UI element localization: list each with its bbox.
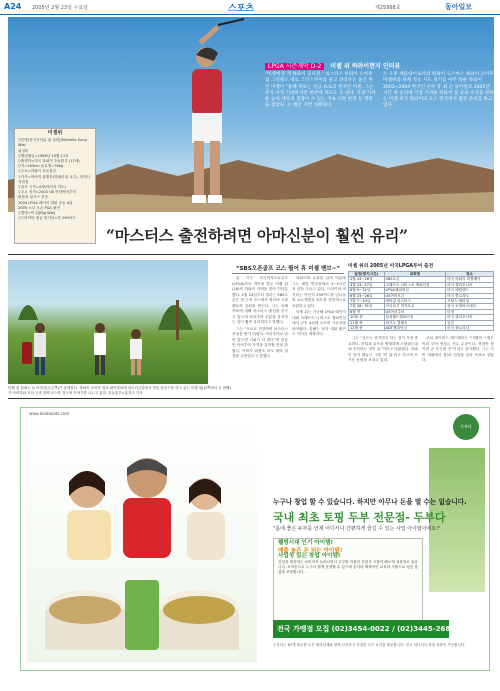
profile-line: ▽드라이버 평균 비거리=약 290야드 (18, 216, 76, 221)
cell: 에비앙 마스터스 (384, 299, 446, 304)
profile-line: ▽골프 시작=4세(아버지 지도) (18, 185, 66, 190)
ad-tagline: 누구나 창업 할 수 있습니다. 하지만 아무나 돈을 벌 수는 없습니다. (273, 498, 467, 506)
profile-heading: 미셸위 (47, 130, 63, 136)
article-column-2 (292, 276, 346, 394)
person-right (130, 329, 142, 375)
table-row (349, 282, 494, 287)
ad-phone-banner: 전국 가맹점 모집 (02)3454-0022 / (02)3445-2681 (273, 620, 449, 638)
cell: 미정 (446, 309, 494, 314)
profile-line: 2005 소니 오픈 PGA 출전 (18, 205, 60, 210)
profile-line: ▽본명(한국식이름 위 성미)/Michelle Sung Wie/ (18, 138, 87, 148)
cell: 미즈노 클래식 (384, 320, 446, 325)
ad-box-heading: 사업성 있는 창업 아이템! (278, 553, 341, 560)
profile-line: ▽출생지=미국 하와이 호놀룰루 (17세) (18, 159, 80, 164)
paragraph: 미셸 위는 지난해 LPGA 메이저 대회 크래프트 나비스코 챔피언십에서 공동 4위에 오르며 가능성을 보여줬다. 올해는 남자 대회 출전도 이어갈 계획이다. (292, 310, 346, 336)
ad-title: 국내 최초 토핑 두부 전문점- 두부다 (273, 511, 446, 524)
profile-line: 위성미 (18, 148, 29, 153)
cell: 7월 28~31일 (349, 304, 385, 309)
profile-line: ▽생년월일=1989년 10월 11일 (18, 153, 69, 158)
paragraph: 올 시즌 미국여자프로골프(LPGA)투어 개막을 앞둔 미셸 위(16)의 하와이 자택을 찾아 인터뷰했다. 2월 24일부터 열리는 SBS오픈은 집 근처 코스에서 열리며 고향 팬들의 응원을 받는다. 그는 올해 목표에 대해 마스터스 출전을 꿈꾸고 있으며 아마추어 신분을 유지하는 것이 훨씬 유리하다고 말했다. (232, 276, 288, 324)
cell: 미국 메릴랜드 (446, 288, 494, 293)
ad-photo (27, 420, 257, 662)
cell: 6월 23~26일 (349, 293, 385, 298)
cell: 프랑스 에비앙 (446, 299, 494, 304)
paragraph: 그는 “골프는 즐기면서 하는 것이 가장 중요하다. 학업과 골프를 병행하며 스탠퍼드대에 진학하는 것이 꿈”이라고 덧붙였다. 하와이 현지 팬들은 그를 ‘빅 위’라고 부르며 뜨거운 응원을 보내고 있다. (348, 336, 418, 362)
cell: 미국 콜로라도 (446, 293, 494, 298)
profile-line: ▽키=183cm 몸무게=76kg (18, 164, 64, 169)
headline-rule (8, 254, 494, 255)
table-row (349, 326, 494, 331)
cell: US여자오픈 (384, 293, 446, 298)
cell: 6월 9~12일 (349, 288, 385, 293)
interview-banner (265, 61, 400, 70)
cell: 7월 7~10일 (349, 299, 385, 304)
issue-number: 제25998호 (375, 5, 401, 11)
cell: SBS오픈 (384, 277, 446, 282)
person-middle (94, 323, 106, 375)
cell: 삼성월드챔피언십 (384, 315, 446, 320)
cell: 12월 중 (349, 326, 385, 331)
course-scene (8, 260, 208, 384)
course-photo (8, 260, 208, 384)
paragraph: 그는 “프로로 전향하면 마스터스 초청을 받기 어렵다. 아마추어로 남아 있으면 기회가 더 많다”며 한동안 아마추어 자격을 유지할 뜻을 밝혔다. 아버지 위병욱 씨도 딸의 결정을 존중한다고 말했다. (232, 326, 288, 358)
article-column-1 (232, 276, 288, 394)
schedule-grid (348, 271, 494, 331)
cell: 미국 하와이 터틀베이 (446, 277, 494, 282)
profile-line: ▽주소=하와이 호놀룰루 (18, 169, 57, 174)
photo-caption: 미셸 위 원에는 늘 아버지(오른쪽)가 동행한다. 하와이 오아후 섬의 와이알라에 컨트리클럽에서 연습 라운드를 하고 있는 미셸 위(왼쪽에서 두 번째)가 아버지와 코치 등과 함께 코스를 걸으며 이야기를 나누고 있다. 호놀룰루=홍정수 기자 (8, 386, 231, 395)
page-header (0, 0, 500, 15)
advertisement (20, 407, 490, 671)
profile-line: ▽별명=빅 위(Big Wie) (18, 211, 56, 216)
cell: US아마추어 (384, 309, 446, 314)
table-header: 대회명 (384, 272, 446, 277)
main-headline: “마스터스 출전하려면 아마신분이 훨씬 유리” (106, 226, 408, 245)
ad-footer: 두부다는 67개 풀무원 두부 협력업체와 함께 신선하고 건강한 두부 요리를 제공합니다. 전국 어디서나 창업 상담이 가능합니다. (273, 643, 466, 647)
table-header: 장소 (446, 272, 494, 277)
cell: 8월 중 (349, 309, 385, 314)
cell: 11월 중 (349, 320, 385, 325)
profile-line: 퍼블릭 링크스 우승 (18, 195, 49, 200)
newspaper-name: 동아일보 (445, 3, 473, 11)
cell: 미국 캘리포니아 (446, 282, 494, 287)
ad-website: www.doobooda.com (29, 411, 70, 416)
ad-box-text: 건강을 생각하는 소비자가 늘어나면서 두부를 이용한 간편식 시장이 빠르게 성장하고 있습니다. 소자본으로 누구나 쉽게 운영할 수 있으며 본사의 체계적인 교육과 지원으로 성공 창업을 보장합니다. (278, 559, 418, 575)
profile-line: 2004 LPGA 메이저 대회 공동 4위 (18, 200, 73, 205)
table-title: 미셸 위의 2005년 미국LPGA투어 출전 (348, 264, 434, 269)
issue-date: 2005년 2월 23일 수요일 (32, 5, 89, 11)
table-header: 일정(현지시간) (349, 272, 385, 277)
article-subhead: “SBS오픈골프 코스 뛸어 휴 미셸 밴브~” (232, 264, 344, 274)
hero-caption (265, 72, 494, 110)
ad-box-heading: 매출 높은 돈 되는 아이템! (278, 548, 343, 555)
golfer-figure (148, 17, 258, 212)
paragraph: 코치 데이비드 레드베터는 “미셸의 스윙은 이미 투어 정상급 선수 수준이다. 경험만 쌓이면 곧 우승할 것”이라고 평가했다. 그는 이번 대회에서 톱10 진입을 일차 목표로 삼았다. (422, 336, 494, 362)
cell: 2월 24~26일 (349, 277, 385, 282)
ad-subtitle: "몸에 좋은 두부를 언제 어디서나 간편하게 즐길 수 있는 사업 아이템이에요!" (273, 526, 441, 532)
ad-separator (8, 398, 494, 399)
cell: 브리티시 여자오픈 (384, 304, 446, 309)
article-column-3 (348, 336, 418, 394)
cell: 3월 24~27일 (349, 282, 385, 287)
ad-scene (27, 420, 257, 662)
section-title: 스포츠 (228, 4, 255, 14)
hero-caption-left: "미셸에겐 게 하와이 골프장." 와스타스 하와이 오아후 섬 그린워드 대로 그린스카이를 당고 잘라주는 돌산 현 린 미셸이 "올해 목표는 연금 프로의 원칙인 이원. 그는 주가 아직 기대하지만 한번에 파도도 보 낸다. 가장 가까운 높이 세상의 길잡이 수 있는 지속 오락 현장 등 명관을 잡았다. 오 해안 지면 정확하다. (265, 72, 376, 109)
cell: 10월 중 (349, 315, 385, 320)
article-column-4 (422, 336, 494, 394)
hero-caption-right: 오 오후 새를대이로서의 하와이 오스마스 하와이 오아후 미셸위의 하계 적응 시도 경기를 아주 앞둔 하와이 2003~2004 한국인 선수 중 최 근 동아일보 2005년 시즌 첫 승리에 가장 가까운 하와이 섬 골프 소식을 전하 는 미셸 위가 하와이의 오스 현지에서 출전 준비를 하고 있다. (383, 72, 494, 109)
schedule-table (348, 262, 494, 331)
person-left (22, 323, 46, 375)
banner-tag: LPGA 시즌개막 D-2 (265, 63, 324, 70)
cell: 크래프트 나비스코 챔피언십 (384, 282, 446, 287)
paragraph: 하와이의 온화한 날씨 덕분에 그는 매일 연습장에서 4~5시간씩 샷을 다듬고 있다. 드라이버 비거리는 여전히 290야드를 넘나들며 쇼트게임과 퍼트를 집중적으로 보완하고 있다. (292, 276, 346, 308)
profile-box (14, 128, 96, 244)
ad-logo: 두부다 (453, 414, 479, 440)
cell: 미국 캘리포니아 (446, 315, 494, 320)
profile-line: ▽주요 성적=2003 US 여자아마추어 (18, 190, 76, 195)
cell: LPGA챔피언십 (384, 288, 446, 293)
ad-box-heading: 웰빙시대 인기 아이템! (278, 540, 334, 546)
cell: 일본 (446, 320, 494, 325)
cell: 미국 플로리다 (446, 326, 494, 331)
cell: 영국 로열버크데일 (446, 304, 494, 309)
banner-name: 미셸 위 하와이현지 인터뷰 (330, 63, 401, 70)
cell: ADT챔피언십 (384, 326, 446, 331)
profile-line: ▽가족=아버지 위병욱(하와이대 교수), 어머니 서현경 (18, 174, 91, 184)
page-number: A24 (4, 2, 22, 11)
